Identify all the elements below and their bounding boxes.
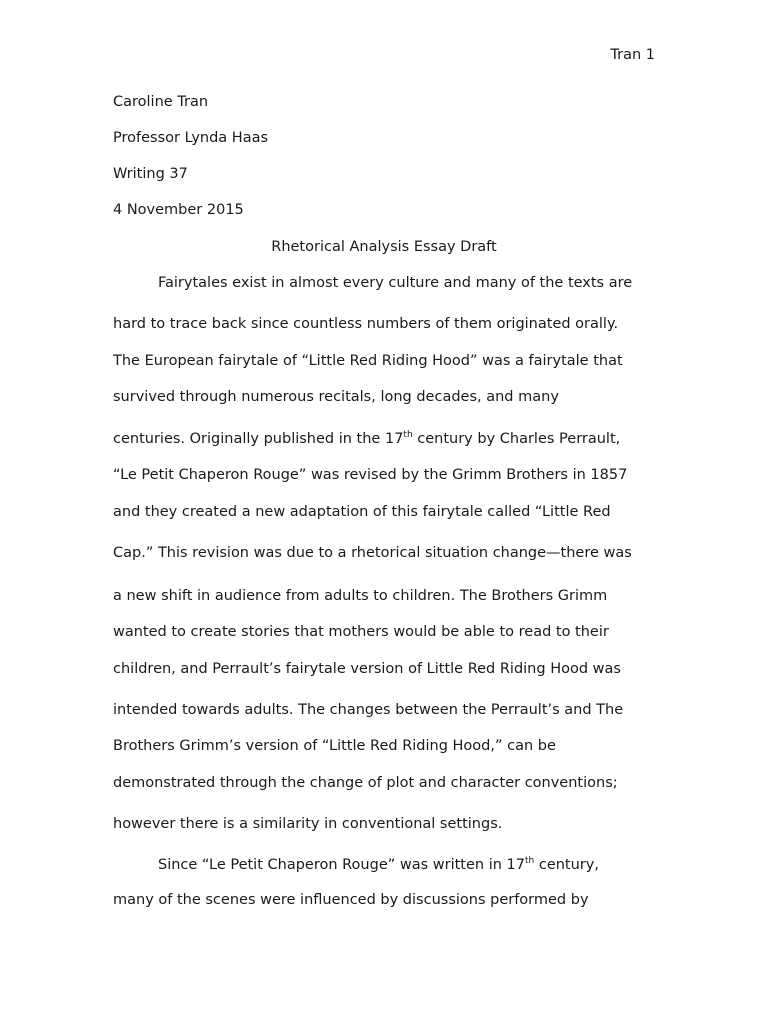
text-span: Since “Le Petit Chaperon Rouge” was written in 17 [158,857,525,873]
paragraph-line: however there is a similarity in conventional settings. [113,816,503,832]
page-header: Tran 1 [610,47,655,63]
superscript: th [525,856,535,867]
text-span: century by Charles Perrault, [412,431,621,447]
paragraph-line: The European fairytale of “Little Red Riding Hood” was a fairytale that [113,353,623,369]
student-name: Caroline Tran [113,94,209,110]
course-name: Writing 37 [113,166,188,182]
paragraph-line: Fairytales exist in almost every culture and many of the texts are [158,275,633,291]
superscript: th [403,430,413,441]
essay-title: Rhetorical Analysis Essay Draft [271,239,497,255]
paragraph-line: survived through numerous recitals, long decades, and many [113,389,559,405]
paragraph-line: many of the scenes were influenced by discussions performed by [113,892,589,908]
paragraph-line [113,430,620,448]
paragraph-line: wanted to create stories that mothers would be able to read to their [113,624,609,640]
paragraph-line: demonstrated through the change of plot and character conventions; [113,775,618,791]
paragraph-line: “Le Petit Chaperon Rouge” was revised by the Grimm Brothers in 1857 [113,467,628,483]
essay-date: 4 November 2015 [113,202,244,218]
paragraph-line: hard to trace back since countless numbers of them originated orally. [113,316,619,332]
paragraph-line: intended towards adults. The changes between the Perrault’s and The [113,702,624,718]
paragraph-line: Cap.” This revision was due to a rhetorical situation change—there was [113,545,632,561]
paragraph-line: and they created a new adaptation of this fairytale called “Little Red [113,504,611,520]
text-span: centuries. Originally published in the 17 [113,431,404,447]
paragraph-line: children, and Perrault’s fairytale version of Little Red Riding Hood was [113,661,621,677]
paragraph-line: Brothers Grimm’s version of “Little Red Riding Hood,” can be [113,738,556,754]
text-span: century, [534,857,599,873]
professor-name: Professor Lynda Haas [113,130,269,146]
paragraph-line: a new shift in audience from adults to children. The Brothers Grimm [113,588,608,604]
paragraph-line [158,856,599,874]
